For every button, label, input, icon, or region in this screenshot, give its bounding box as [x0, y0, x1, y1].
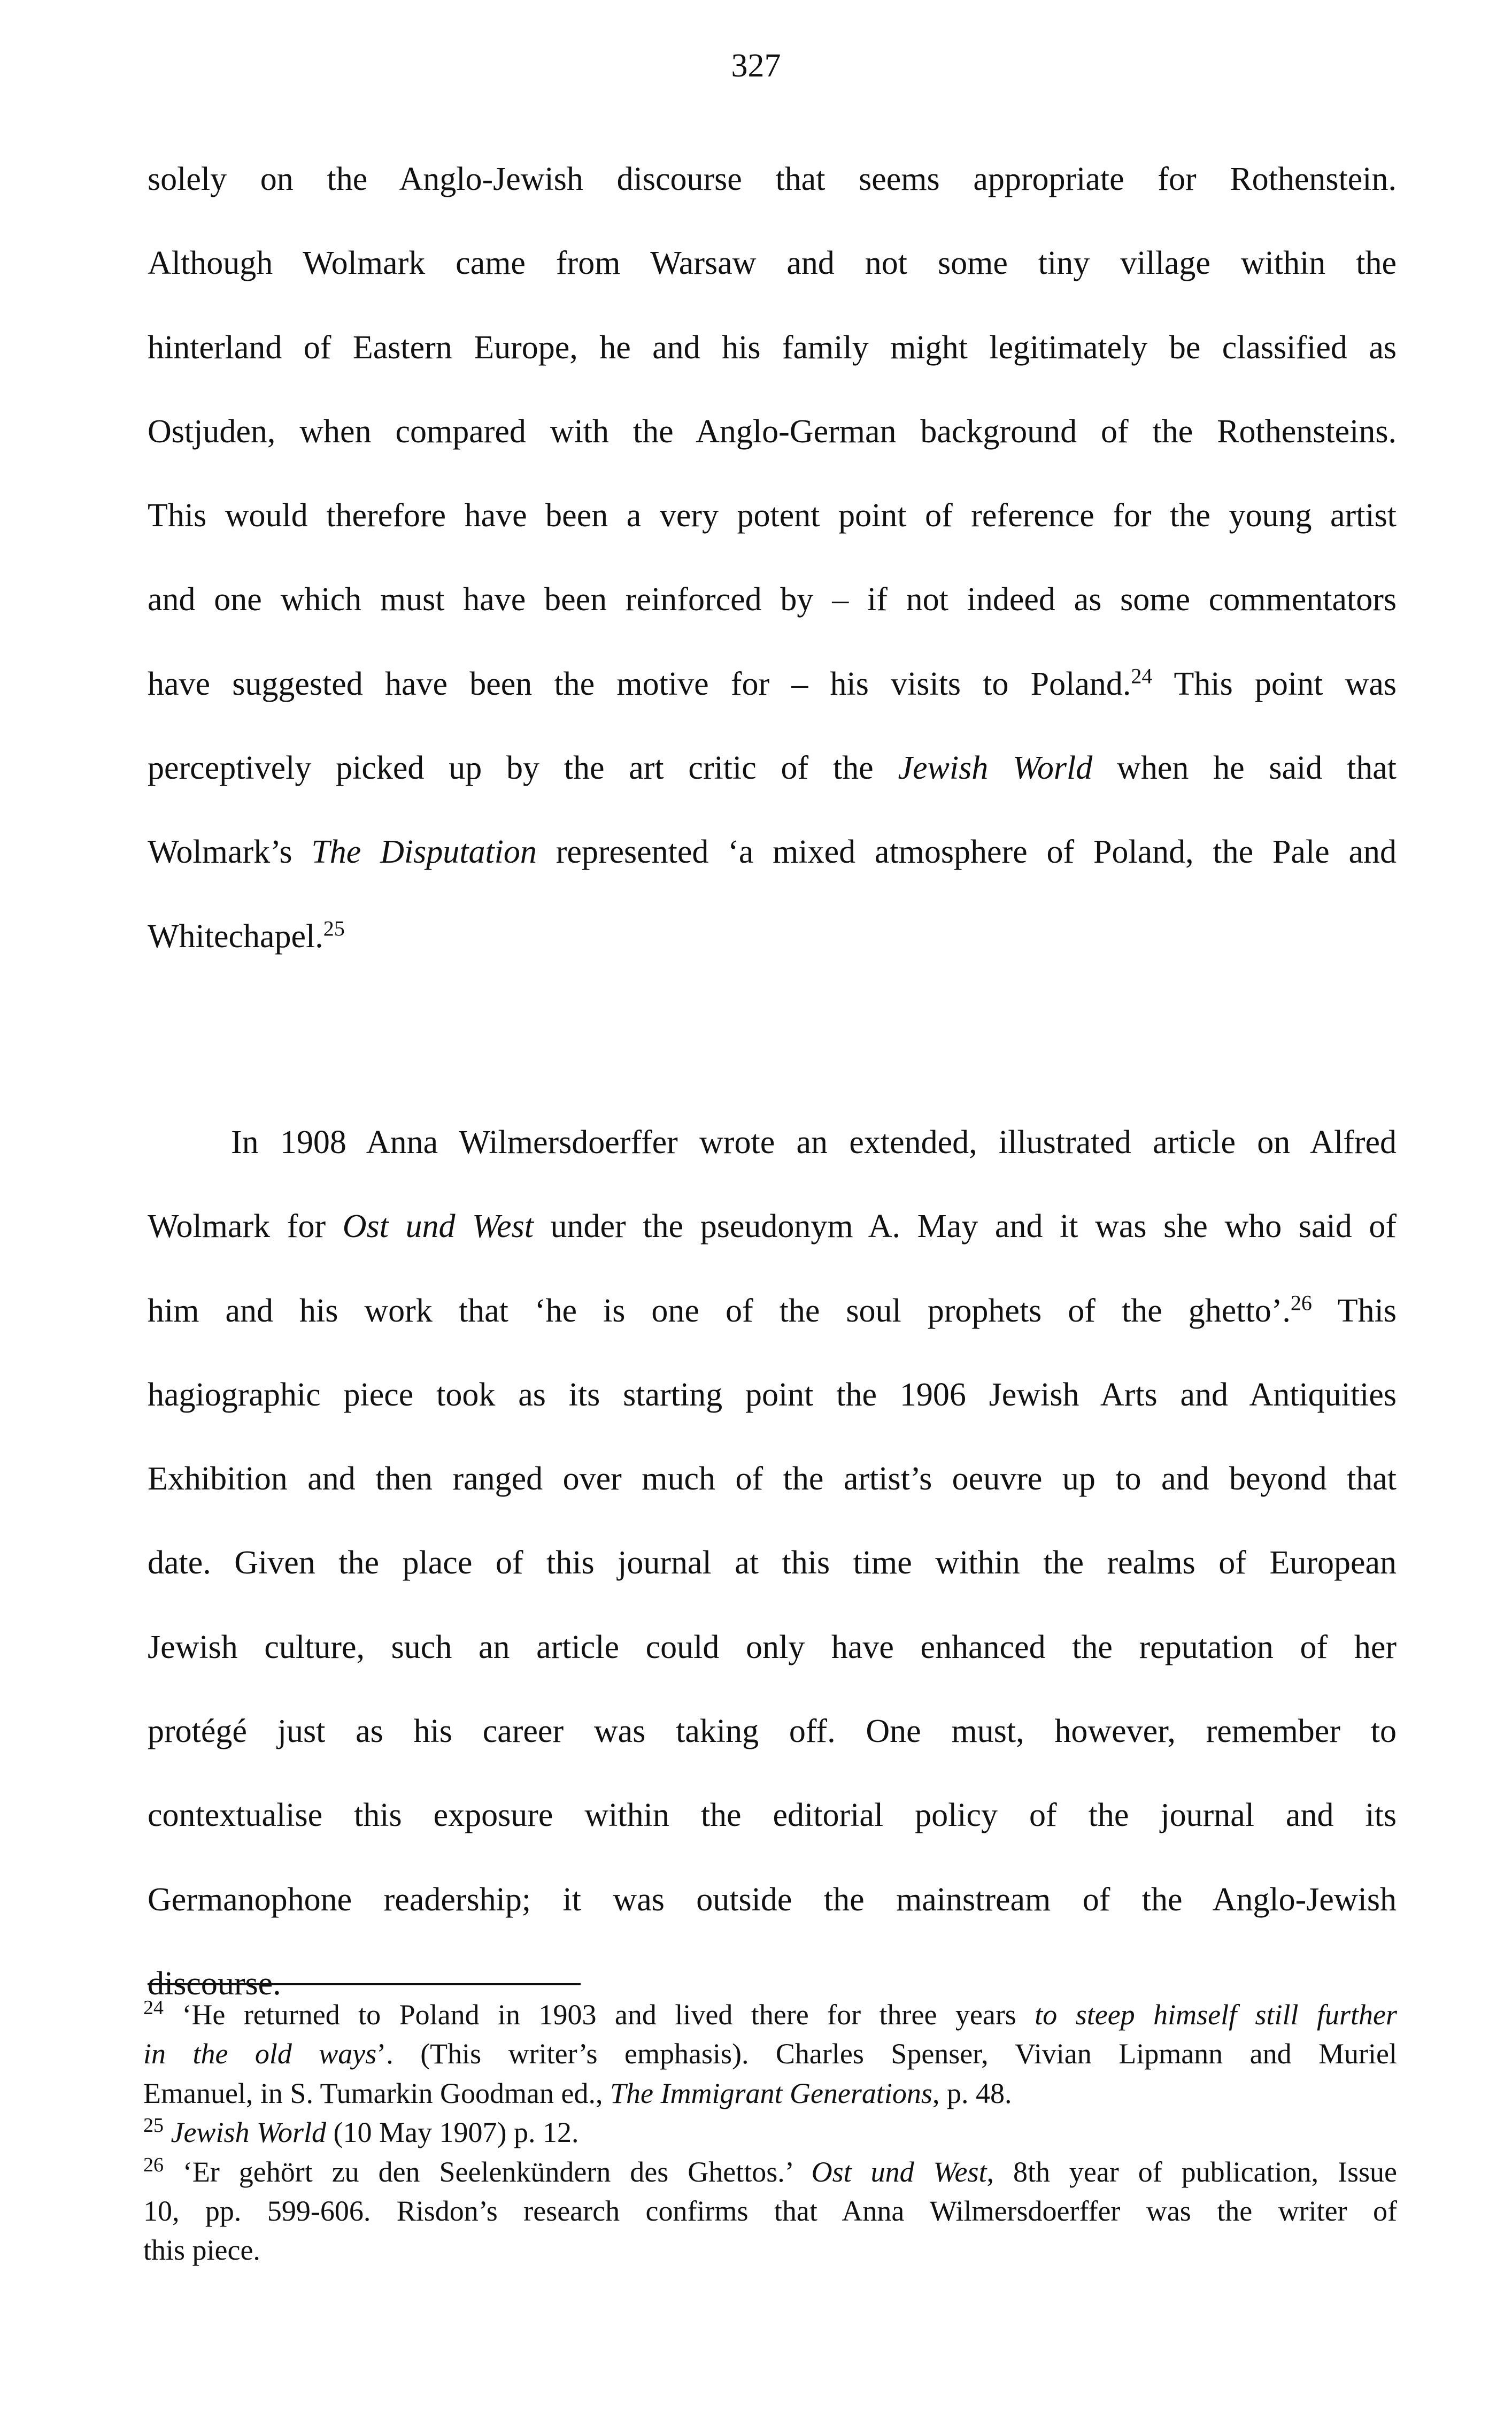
text-line: date. Given the place of this journal at this time within the realms of European [148, 1545, 1397, 1581]
footnote-ref-25[interactable]: 25 [323, 917, 345, 941]
footnote-ref-24[interactable]: 24 [1131, 665, 1153, 688]
footnote-line: this piece. [143, 2234, 260, 2267]
text-line: discourse. [148, 1965, 281, 2002]
footnote-ref-26[interactable]: 26 [1290, 1292, 1312, 1315]
text-line: solely on the Anglo-Jewish discourse that seems appropriate for Rothenstein. [148, 161, 1397, 197]
footnote-line: Emanuel, in S. Tumarkin Goodman ed., The Immigrant Generations, p. 48. [143, 2077, 1012, 2109]
footnote-number: 25 [143, 2115, 164, 2137]
footnote-line: $^{26}$ ‘Er gehört zu den Seelenkündern des Ghettos.’ Ost und West, 8th year of publication, Issue [143, 2154, 1397, 2188]
footnote-line: $^{24}$ ‘He returned to Poland in 1903 and lived there for three years to steep himself still further [143, 1998, 1397, 2031]
text-line: and one which must have been reinforced by – if not indeed as some commentators [148, 581, 1397, 618]
footnote-number: 26 [143, 2154, 164, 2176]
footnote-line: $^{25}$ Jewish World (10 May 1907) p. 12. [143, 2115, 579, 2149]
paragraph [148, 1124, 1397, 2049]
footnote-25 [143, 2115, 1397, 2154]
text-line: Although Wolmark came from Warsaw and not some tiny village within the [148, 245, 1397, 282]
text-line: contextualise this exposure within the editorial policy of the journal and its [148, 1797, 1397, 1834]
text-line: hinterland of Eastern Europe, he and his family might legitimately be classified as [148, 329, 1397, 366]
italic-title: Ost und West [342, 1208, 534, 1245]
text-line: In 1908 Anna Wilmersdoerffer wrote an extended, illustrated article on Alfred [231, 1124, 1397, 1161]
paragraph-gap [148, 1002, 1397, 1124]
footnote-line: 10, pp. 599-606. Risdon’s research confirms that Anna Wilmersdoerffer was the writer of [143, 2194, 1397, 2227]
text-line: perceptively picked up by the art critic of the Jewish World when he said that [148, 750, 1397, 787]
text-line: him and his work that ‘he is one of the soul prophets of the ghetto’.$^{26}$ This [148, 1292, 1397, 1376]
body-text [148, 160, 1397, 2049]
italic-title: Jewish World [898, 750, 1093, 787]
text-line: Wolmark for Ost und West under the pseudonym A. May and it was she who said of [148, 1208, 1397, 1245]
text-line: Whitechapel.$^{25}$ [148, 918, 1397, 1002]
footnote-24 [143, 1998, 1397, 2115]
text-line: hagiographic piece took as its starting point the 1906 Jewish Arts and Antiquities [148, 1376, 1397, 1413]
footnote-number: 24 [143, 1998, 164, 2019]
footnote-line: in the old ways’. (This writer’s emphasis). Charles Spenser, Vivian Lipmann and Muriel [143, 2038, 1397, 2070]
page-number: 327 [731, 48, 781, 84]
footnote-separator [148, 1983, 581, 1985]
paragraph [148, 160, 1397, 1002]
italic-title: The Disputation [311, 834, 537, 871]
text-line: Germanophone readership; it was outside the mainstream of the Anglo-Jewish [148, 1881, 1397, 1918]
text-line: Wolmark’s The Disputation represented ‘a mixed atmosphere of Poland, the Pale and [148, 834, 1397, 871]
footnote-26 [143, 2155, 1397, 2272]
text-line: protégé just as his career was taking off. One must, however, remember to [148, 1713, 1397, 1750]
footnotes [143, 1998, 1397, 2272]
text-line: Ostjuden, when compared with the Anglo-German background of the Rothensteins. [148, 413, 1397, 450]
text-line: Jewish culture, such an article could only have enhanced the reputation of her [148, 1629, 1397, 1665]
text-line: This would therefore have been a very potent point of reference for the young artist [148, 497, 1397, 534]
text-line: Exhibition and then ranged over much of the artist’s oeuvre up to and beyond that [148, 1461, 1397, 1498]
text-line: have suggested have been the motive for – his visits to Poland.$^{24}$ This point was [148, 665, 1397, 749]
